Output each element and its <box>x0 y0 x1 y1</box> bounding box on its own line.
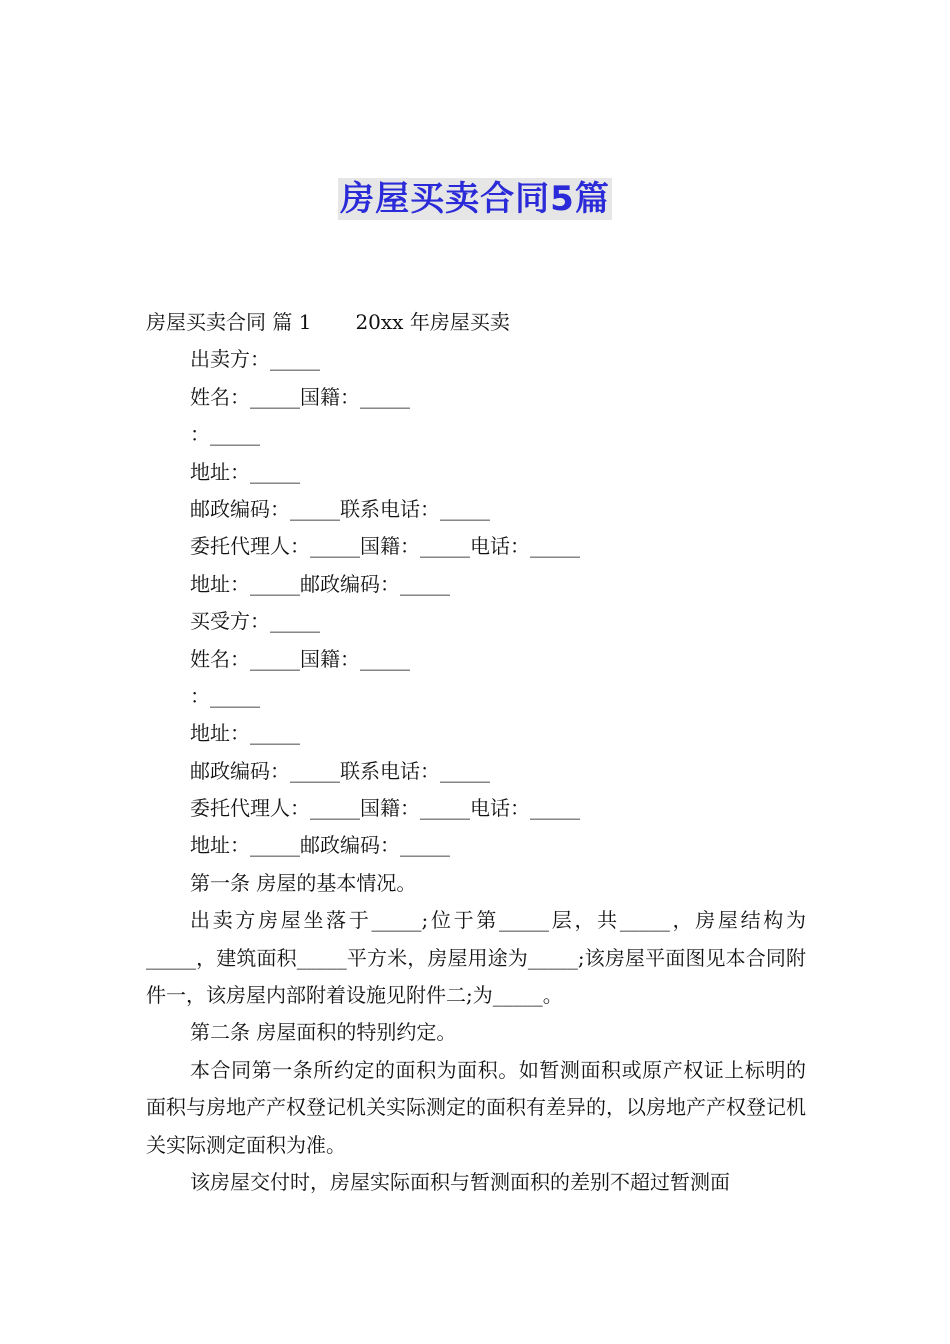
article-2-paragraph-2: 该房屋交付时，房屋实际面积与暂测面积的差别不超过暂测面 <box>190 1170 730 1195</box>
seller-line: ：_____ <box>190 422 260 447</box>
buyer-line: 地址：_____ <box>190 721 300 746</box>
section-heading-left: 房屋买卖合同 篇 1 <box>146 310 312 334</box>
section-heading-right: 20xx 年房屋买卖 <box>355 310 510 334</box>
buyer-line: 地址：_____邮政编码：_____ <box>190 833 450 858</box>
article-2-heading: 第二条 房屋面积的特别约定。 <box>190 1020 457 1045</box>
seller-line: 委托代理人：_____国籍：_____电话：_____ <box>190 534 580 559</box>
buyer-line: ：_____ <box>190 683 260 708</box>
article-1-paragraph: 出卖方房屋坐落于_____;位于第_____层，共_____，房屋结构为_____，建筑面积_____平方米，房屋用途为_____;该房屋平面图见本合同附件一，该房屋内部附着设施见附件二;为_____。 <box>146 908 806 1008</box>
section-heading <box>146 304 806 341</box>
seller-line: 邮政编码：_____联系电话：_____ <box>190 496 490 521</box>
buyer-line: 邮政编码：_____联系电话：_____ <box>190 758 490 783</box>
article-1-heading: 第一条 房屋的基本情况。 <box>190 870 417 895</box>
article-2-paragraph: 本合同第一条所约定的面积为面积。如暂测面积或原产权证上标明的面积与房地产产权登记机关实际测定的面积有差异的，以房地产产权登记机关实际测定面积为准。 <box>146 1057 806 1157</box>
buyer-line: 买受方：_____ <box>190 609 320 634</box>
document-body <box>146 304 806 1201</box>
buyer-line: 姓名：_____国籍：_____ <box>190 646 410 671</box>
buyer-line: 委托代理人：_____国籍：_____电话：_____ <box>190 796 580 821</box>
title-container <box>0 178 950 220</box>
seller-line: 出卖方：_____ <box>190 347 320 372</box>
document-title: 房屋买卖合同5篇 <box>340 179 610 219</box>
seller-line: 地址：_____邮政编码：_____ <box>190 571 450 596</box>
seller-line: 姓名：_____国籍：_____ <box>190 384 410 409</box>
seller-line: 地址：_____ <box>190 459 300 484</box>
